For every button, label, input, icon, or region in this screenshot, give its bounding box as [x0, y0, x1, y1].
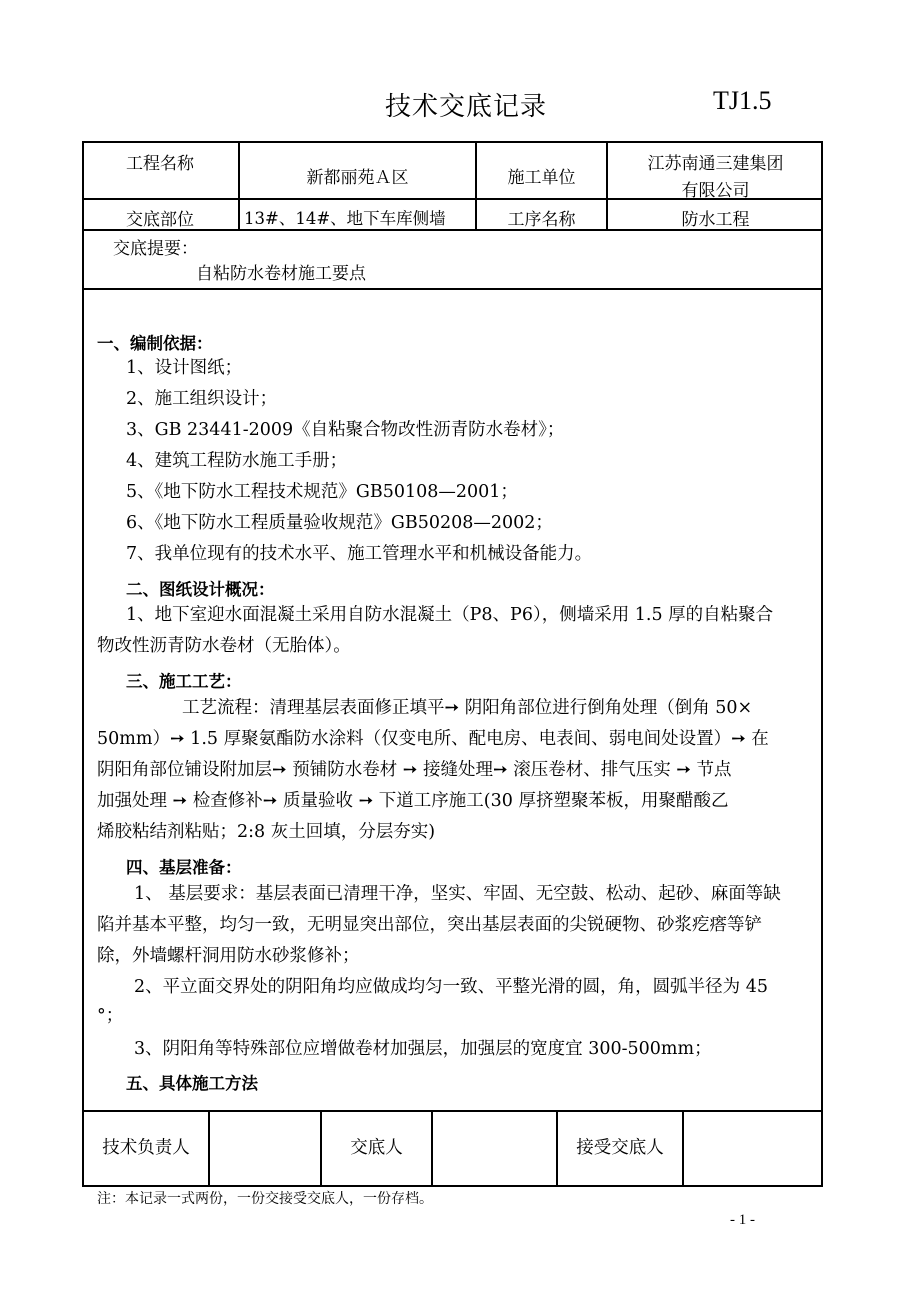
paragraph-line: 除，外墙螺杆洞用防水砂浆修补； [97, 946, 360, 966]
tech-lead-label: 技术负责人 [102, 1138, 190, 1158]
summary-value: 自粘防水卷材施工要点 [196, 264, 366, 284]
row-divider [82, 288, 823, 290]
process-label: 工序名称 [507, 210, 576, 230]
construction-unit-label: 施工单位 [507, 168, 576, 188]
list-item: 5、《地下防水工程技术规范》GB50108—2001； [126, 482, 518, 502]
section-1-title: 一、编制依据： [97, 334, 213, 353]
paragraph-line: 工艺流程：清理基层表面修正填平➙ 阴阳角部位进行倒角处理（倒角 50× [182, 698, 753, 718]
section-4-title: 四、基层准备： [126, 858, 242, 877]
paragraph-line: 陷并基本平整，均匀一致，无明显突出部位，突出基层表面的尖锐硬物、砂浆疙瘩等铲 [97, 915, 762, 935]
process-value: 防水工程 [681, 210, 750, 230]
list-item: 1、设计图纸； [126, 358, 243, 378]
project-name-label: 工程名称 [126, 154, 194, 174]
paragraph-line: 加强处理 ➙ 检查修补➙ 质量验收 ➙ 下道工序施工(30 厚挤塑聚苯板，用聚醋酸乙 [97, 791, 729, 811]
paragraph-line: 1、 基层要求：基层表面已清理干净，坚实、牢固、无空鼓、松动、起砂、麻面等缺 [134, 884, 781, 904]
paragraph-line: 烯胶粘结剂粘贴；2:8 灰土回填，分层夯实) [97, 822, 436, 842]
list-item: 6、《地下防水工程质量验收规范》GB50208—2002； [126, 513, 553, 533]
paragraph-line: 阴阳角部位铺设附加层➙ 预铺防水卷材 ➙ 接缝处理➙ 滚压卷材、排气压实 ➙ 节点 [97, 760, 732, 780]
list-item: 3、GB 23441-2009《自粘聚合物改性沥青防水卷材》； [126, 420, 565, 440]
location-label: 交底部位 [126, 210, 194, 230]
paragraph-line: 3、阴阳角等特殊部位应增做卷材加强层，加强层的宽度宜 300-500mm； [134, 1039, 712, 1059]
record-table [82, 141, 823, 1187]
briefer-label: 交底人 [350, 1138, 403, 1158]
construction-unit-value-line2: 有限公司 [681, 181, 750, 201]
summary-label: 交底提要： [113, 239, 198, 259]
project-name-value: 新都丽苑Ａ区 [306, 168, 409, 188]
list-item: 2、施工组织设计； [126, 389, 278, 409]
receiver-signature[interactable] [684, 1112, 821, 1184]
section-5-title: 五、具体施工方法 [126, 1074, 258, 1093]
section-2-title: 二、图纸设计概况： [126, 580, 275, 599]
document-title: 技术交底记录 [385, 92, 548, 122]
list-item: 7、我单位现有的技术水平、施工管理水平和机械设备能力。 [126, 544, 593, 564]
paragraph-line: 50mm）➙ 1.5 厚聚氨酯防水涂料（仅变电所、配电房、电表间、弱电间处设置）➙ 在 [97, 729, 769, 749]
receiver-label: 接受交底人 [576, 1138, 664, 1158]
briefer-signature[interactable] [433, 1112, 556, 1184]
footer-note: 注：本记录一式两份，一份交接受交底人，一份存档。 [97, 1191, 433, 1207]
paragraph-line: °； [97, 1006, 124, 1026]
construction-unit-value-line1: 江苏南通三建集团 [647, 154, 784, 174]
document-code: TJ1.5 [713, 86, 772, 115]
paragraph-line: 物改性沥青防水卷材（无胎体）。 [97, 636, 351, 656]
paragraph-line: 1、地下室迎水面混凝土采用自防水混凝土（P8、P6），侧墙采用 1.5 厚的自粘聚合 [126, 605, 774, 625]
section-3-title: 三、施工工艺： [126, 672, 242, 691]
tech-lead-signature[interactable] [210, 1112, 320, 1184]
list-item: 4、建筑工程防水施工手册； [126, 451, 348, 471]
page-number: - 1 - [730, 1212, 755, 1228]
paragraph-line: 2、平立面交界处的阴阳角均应做成均匀一致、平整光滑的圆，角，圆弧半径为 45 [134, 977, 768, 997]
location-value: 13#、14#、地下车库侧墙 [244, 209, 446, 228]
